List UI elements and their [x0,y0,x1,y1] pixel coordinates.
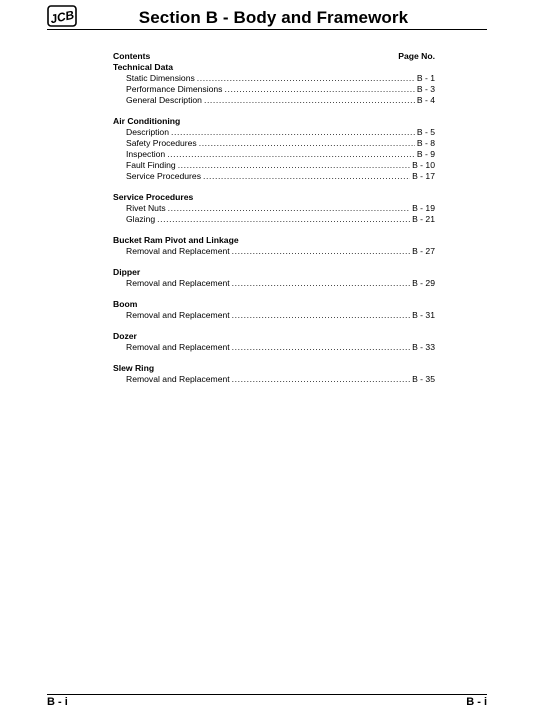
dot-leader [171,127,415,138]
dot-leader [204,95,415,106]
toc-entry [113,214,435,225]
toc-group-title: Service Procedures [113,192,194,202]
toc-entry [113,342,435,353]
toc-group [113,62,435,106]
toc-entry [113,138,435,149]
toc-entry-page: B - 1 [416,73,435,83]
toc-entry [113,278,435,289]
dot-leader [168,203,410,214]
toc-entry-page: B - 29 [412,278,435,288]
dot-leader [197,73,415,84]
toc-entry [113,374,435,385]
dot-leader [199,138,415,149]
dot-leader [232,342,410,353]
toc-entry [113,73,435,84]
table-of-contents [113,51,435,385]
toc-entry-page: B - 4 [416,95,435,105]
toc-entry-label: Performance Dimensions [126,84,223,94]
toc-entry-label: Fault Finding [126,160,176,170]
toc-entry-label: Removal and Replacement [126,342,230,352]
toc-entry-label: Description [126,127,169,137]
toc-entry-label: Service Procedures [126,171,201,181]
svg-text:JCB: JCB [49,7,76,27]
toc-group-title: Bucket Ram Pivot and Linkage [113,235,239,245]
header-rule [47,29,487,30]
dot-leader [232,374,410,385]
dot-leader [203,171,410,182]
dot-leader [232,278,410,289]
toc-group [113,299,435,321]
footer-page-left: B - i [47,696,68,708]
toc-entry-page: B - 9 [416,149,435,159]
toc-entry [113,160,435,171]
toc-entry [113,149,435,160]
toc-entry-label: Safety Procedures [126,138,197,148]
toc-group [113,116,435,182]
toc-group-title: Boom [113,299,138,309]
toc-group [113,363,435,385]
toc-entry-page: B - 21 [412,214,435,224]
dot-leader [232,310,410,321]
toc-entry-page: B - 31 [412,310,435,320]
toc-entry [113,203,435,214]
footer-rule [47,694,487,695]
toc-group-title: Technical Data [113,62,174,72]
page-title: Section B - Body and Framework [138,8,409,27]
toc-entry-label: Removal and Replacement [126,310,230,320]
toc-entry [113,310,435,321]
toc-entry-page: B - 27 [412,246,435,256]
toc-entry-label: Inspection [126,149,166,159]
toc-entry-label: Rivet Nuts [126,203,166,213]
toc-entry-page: B - 10 [412,160,435,170]
dot-leader [232,246,410,257]
toc-group-title: Air Conditioning [113,116,181,126]
toc-entry [113,246,435,257]
dot-leader [224,84,414,95]
toc-entry-label: General Description [126,95,202,105]
toc-entry-label: Removal and Replacement [126,374,230,384]
contents-label: Contents [113,51,151,61]
toc-group [113,267,435,289]
dot-leader [167,149,415,160]
toc-entry-page: B - 19 [412,203,435,213]
toc-entry [113,95,435,106]
toc-entry [113,84,435,95]
toc-entry-label: Removal and Replacement [126,278,230,288]
toc-entry-page: B - 35 [412,374,435,384]
toc-entry-page: B - 5 [416,127,435,137]
toc-group-title: Dipper [113,267,141,277]
toc-entry-page: B - 3 [416,84,435,94]
toc-entry-label: Removal and Replacement [126,246,230,256]
toc-entry [113,127,435,138]
toc-entry-page: B - 17 [412,171,435,181]
dot-leader [157,214,410,225]
toc-header [113,51,435,62]
toc-groups [113,62,435,385]
toc-entry-label: Glazing [126,214,156,224]
toc-entry [113,171,435,182]
toc-entry-page: B - 33 [412,342,435,352]
toc-group [113,331,435,353]
footer-page-right: B - i [466,696,487,708]
dot-leader [178,160,410,171]
page-no-label: Page No. [398,51,435,61]
toc-entry-page: B - 8 [416,138,435,148]
toc-entry-label: Static Dimensions [126,73,195,83]
toc-group-title: Dozer [113,331,137,341]
toc-group [113,192,435,225]
toc-group-title: Slew Ring [113,363,155,373]
toc-group [113,235,435,257]
